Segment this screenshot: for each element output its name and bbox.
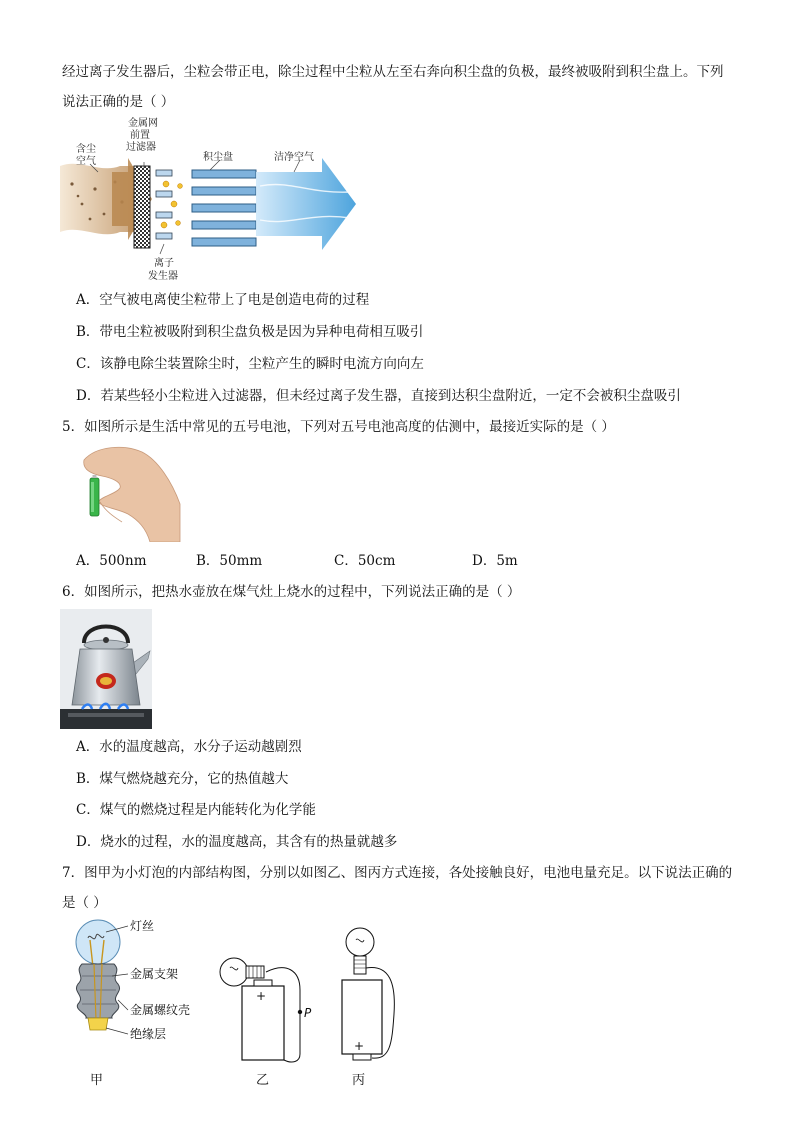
insulation-layer (88, 1018, 108, 1030)
q4-option-a: A．空气被电离使尘粒带上了电是创造电荷的过程 (76, 292, 370, 308)
q5-option-a: A．500nm (76, 553, 147, 569)
q5-option-c: C．50cm (334, 553, 396, 569)
q7-stem-line1: 7．图甲为小灯泡的内部结构图，分别以如图乙、图丙方式连接，各处接触良好，电池电量充足。以下说法正确的 (62, 865, 733, 881)
q6-stem: 6．如图所示，把热水壶放在煤气灶上烧水的过程中，下列说法正确的是（ ） (62, 584, 521, 600)
label-mesh-2: 前置 (130, 130, 150, 141)
circuit-c-diagram (342, 928, 394, 1060)
label-dust-air-2: 空气 (76, 156, 96, 167)
q4-option-c: C．该静电除尘装置除尘时，尘粒产生的瞬时电流方向向左 (76, 356, 424, 372)
label-mesh-1: 金属网 (128, 118, 158, 129)
metal-screw-shell (76, 964, 119, 1018)
q6-option-d: D．烧水的过程，水的温度越高，其含有的热量就越多 (76, 834, 398, 850)
label-bracket: 金属支架 (130, 967, 179, 981)
label-plate: 积尘盘 (203, 152, 233, 163)
q5-option-b: B．50mm (196, 553, 263, 569)
label-ion-1: 离子 (154, 258, 174, 269)
bulb-structure-diagram (76, 918, 190, 1041)
electrostatic-precipitator-figure (60, 114, 360, 286)
battery-in-hand-figure (76, 442, 182, 542)
clean-air-arrow (256, 158, 356, 250)
kettle-on-stove-figure (60, 609, 152, 729)
point-p (298, 1010, 302, 1014)
collecting-plates (192, 170, 256, 246)
q6-option-b: B．煤气燃烧越充分，它的热值越大 (76, 771, 289, 787)
q7-stem-line2: 是（ ） (62, 895, 107, 911)
label-p: P (304, 1006, 312, 1020)
label-clean-air: 洁净空气 (274, 152, 314, 163)
battery-c-plus: + (354, 1039, 365, 1053)
caption-b: 乙 (256, 1073, 270, 1088)
label-ion-2: 发生器 (148, 271, 178, 282)
bulb-c (346, 928, 374, 956)
caption-c: 丙 (352, 1073, 366, 1088)
ion-generator-plates (156, 170, 172, 239)
q5-stem: 5．如图所示是生活中常见的五号电池，下列对五号电池高度的估测中，最接近实际的是（ ） (62, 419, 615, 435)
label-dust-air-1: 含尘 (76, 144, 96, 155)
q4-option-d: D．若某些轻小尘粒进入过滤器，但未经过离子发生器，直接到达积尘盘附近，一定不会被积尘盘吸引 (76, 388, 681, 404)
q5-option-d: D．5m (472, 553, 518, 569)
label-filament: 灯丝 (130, 919, 155, 933)
bulb-b (220, 958, 248, 986)
q4-stem-line2: 说法正确的是（ ） (62, 94, 175, 110)
caption-a: 甲 (90, 1073, 104, 1088)
q6-option-c: C．煤气的燃烧过程是内能转化为化学能 (76, 802, 316, 818)
ion-markers (161, 181, 182, 228)
label-insulation: 绝缘层 (130, 1027, 167, 1041)
metal-mesh-filter (134, 166, 150, 248)
battery-b-plus: + (256, 989, 267, 1003)
q4-option-b: B．带电尘粒被吸附到积尘盘负极是因为异种电荷相互吸引 (76, 324, 424, 340)
label-shell: 金属螺纹壳 (130, 1003, 191, 1017)
q6-option-a: A．水的温度越高，水分子运动越剧烈 (76, 739, 302, 755)
light-bulb-circuits-figure (60, 914, 460, 1094)
stove-top (60, 709, 152, 729)
circuit-b-diagram (220, 958, 312, 1062)
label-mesh-3: 过滤器 (126, 142, 156, 153)
q4-stem-line1: 经过离子发生器后，尘粒会带正电，除尘过程中尘粒从左至右奔向积尘盘的负极，最终被吸附到积尘盘上。下列 (62, 64, 724, 80)
